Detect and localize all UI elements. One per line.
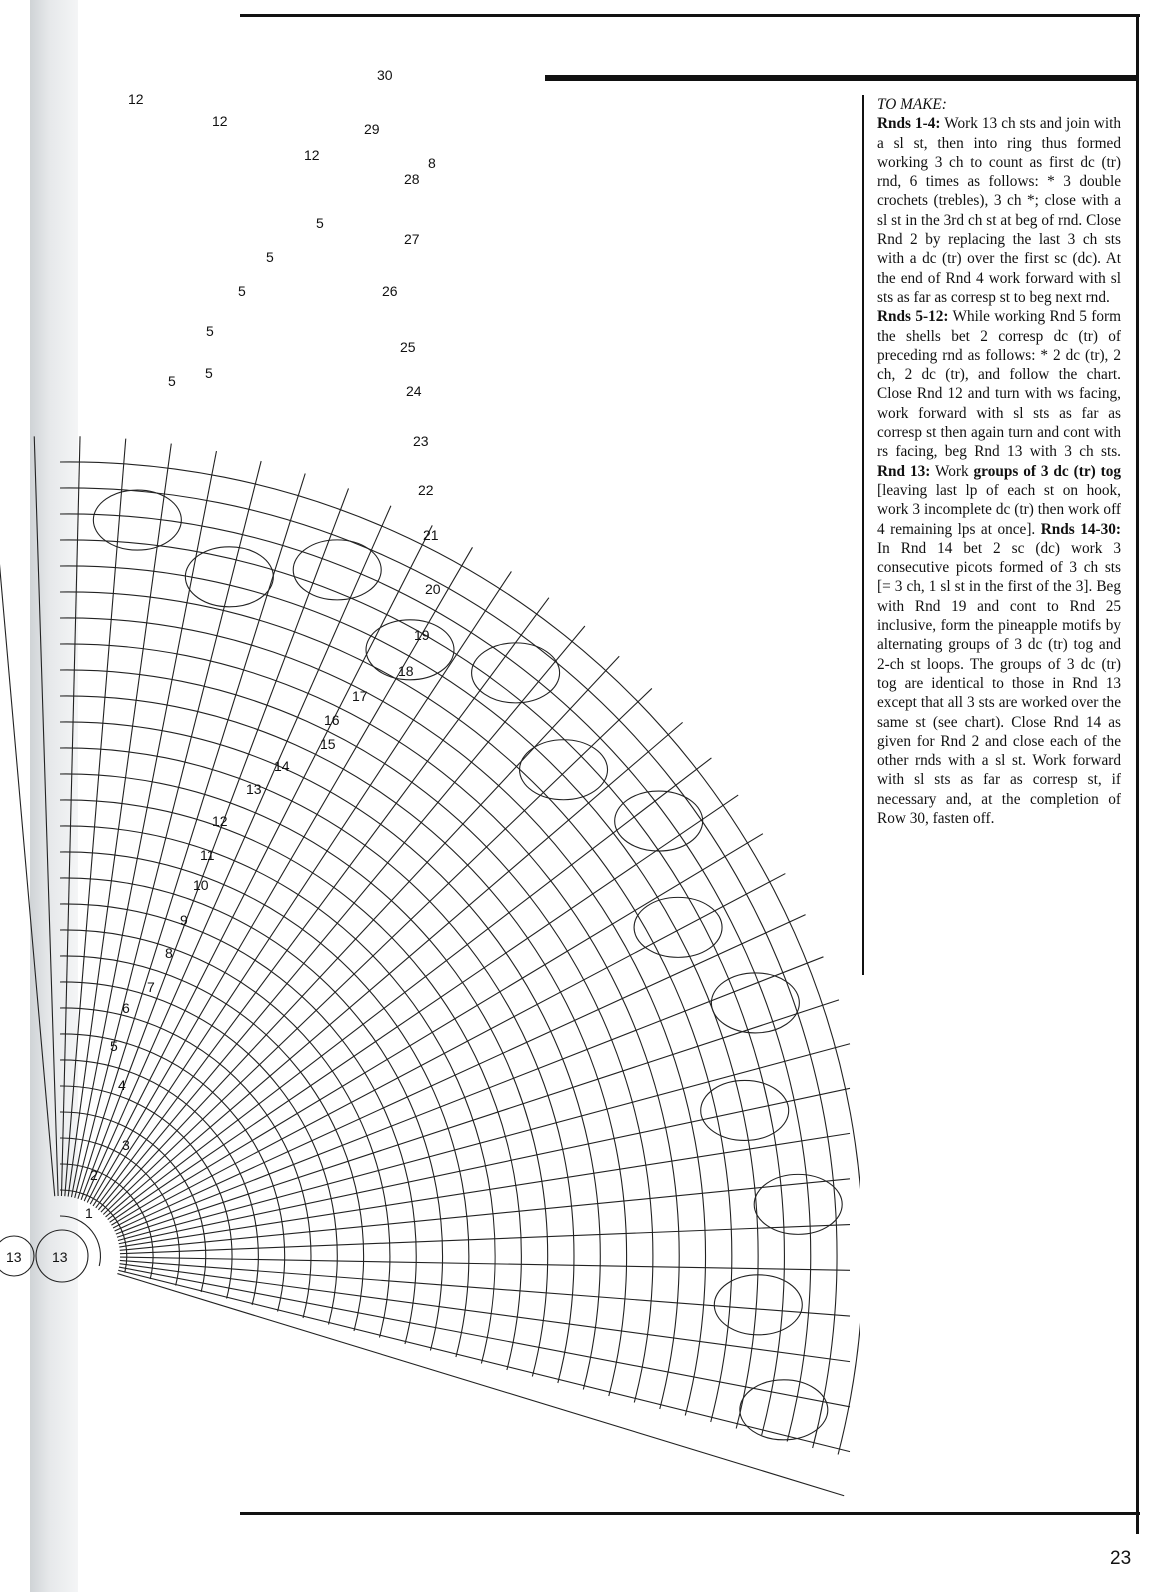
round-number-label: 19 bbox=[414, 627, 430, 643]
stitch-spoke bbox=[71, 451, 216, 1197]
round-arc bbox=[60, 930, 390, 1338]
shell-loop bbox=[185, 547, 273, 607]
round-arc bbox=[60, 696, 627, 1396]
stitch-spoke bbox=[34, 436, 58, 1196]
stitch-spoke bbox=[65, 439, 126, 1197]
round-number-label: 11 bbox=[200, 847, 215, 863]
round-number-label: 5 bbox=[110, 1038, 118, 1054]
bottom-rule bbox=[240, 1512, 1140, 1515]
round-number-label: 20 bbox=[425, 581, 441, 597]
round-number-label: 21 bbox=[423, 527, 439, 543]
round-arc bbox=[60, 592, 732, 1422]
round-number-label: 4 bbox=[118, 1077, 126, 1093]
round-number-label: 9 bbox=[180, 912, 188, 928]
instruction-step-label: groups of 3 dc (tr) tog bbox=[973, 462, 1121, 480]
instruction-text: In Rnd 14 bet 2 sc (dc) work 3 consecutive picots formed of 3 ch sts [= 3 ch, 1 sl st in the first of the 3]. Beg with Rnd 19 and cont to Rnd 25 inclusive, form the pineapple motifs by alternating groups of 3 dc (tr) tog and 2-ch st loops. The groups of 3 dc (tr) tog are identical to those in Rnd 13 except that all 3 sts are worked over the same st (see chart). Close Rnd 14 as given for Rnd 2 and close each of the other rnds with a sl st. Work forward with sl sts as far as corresp st, if necessary and, at the completion of Row 30, fasten off. bbox=[877, 539, 1121, 827]
round-number-label: 5 bbox=[206, 323, 214, 339]
round-number-label: 7 bbox=[147, 979, 155, 995]
round-number-label: 22 bbox=[418, 482, 434, 498]
round-arc bbox=[60, 774, 548, 1377]
stitch-spoke bbox=[98, 626, 584, 1210]
stitch-spoke bbox=[84, 506, 391, 1201]
shell-loop bbox=[615, 791, 703, 851]
stitch-spoke bbox=[96, 598, 549, 1208]
top-rule bbox=[240, 14, 1140, 17]
round-number-label: 1 bbox=[85, 1205, 93, 1221]
stitch-spoke bbox=[108, 758, 712, 1220]
round-arc bbox=[60, 644, 679, 1409]
round-number-label: 5 bbox=[266, 249, 274, 265]
round-number-label: 17 bbox=[352, 688, 368, 704]
round-arc bbox=[60, 852, 469, 1357]
stitch-spoke bbox=[78, 474, 305, 1199]
stitch-spoke bbox=[118, 1270, 850, 1451]
round-number-label: 3 bbox=[122, 1137, 130, 1153]
instruction-text: [leaving last lp of each st on hook, work 3 incomplete dc (tr) then work off 4 remaining lps at once]. bbox=[877, 481, 1121, 538]
instruction-text: Work bbox=[930, 462, 974, 480]
round-arc bbox=[60, 540, 784, 1435]
instruction-paragraph bbox=[877, 307, 1121, 828]
instruction-step-label: Rnds 14-30: bbox=[1035, 520, 1121, 538]
round-number-label: 28 bbox=[404, 171, 420, 187]
round-number-label: 5 bbox=[168, 373, 176, 389]
round-number-label: 24 bbox=[406, 383, 422, 399]
round-number-label: 15 bbox=[320, 736, 336, 752]
instruction-text: Work 13 ch sts and join with a sl st, then into ring thus formed working 3 ch to count as first dc (tr) rnd, 6 times as follows: * 3 double crochets (trebles), 3 ch *; close with a sl st in the 3rd ch st at beg of rnd. Close Rnd 2 by replacing the last 3 ch sts with a dc (tr) over the first sc (dc). At the end of Rnd 4 work forward with sl sts as far as corresp st to beg next rnd. bbox=[877, 115, 1121, 306]
round-number-label: 23 bbox=[413, 433, 429, 449]
round-arc bbox=[60, 670, 653, 1403]
round-arc bbox=[60, 748, 574, 1383]
instructions-column bbox=[877, 95, 1121, 828]
round-number-label: 12 bbox=[212, 113, 228, 129]
instruction-paragraph bbox=[877, 114, 1121, 307]
round-number-label: 16 bbox=[324, 712, 340, 728]
round-number-label: 8 bbox=[165, 945, 173, 961]
stitch-spoke bbox=[120, 1264, 850, 1362]
round-arc bbox=[60, 1008, 311, 1318]
round-number-label: 26 bbox=[382, 283, 398, 299]
instruction-step-label: Rnd 13: bbox=[877, 462, 931, 480]
round-number-label: 2 bbox=[90, 1167, 98, 1183]
round-number-label: 12 bbox=[304, 147, 320, 163]
round-number-label: 5 bbox=[238, 283, 246, 299]
instructions-heading: TO MAKE: bbox=[877, 96, 947, 113]
round-arc bbox=[60, 878, 442, 1351]
shell-loop bbox=[634, 897, 722, 957]
header-bar bbox=[545, 75, 1139, 81]
round-arc bbox=[60, 618, 706, 1416]
round-number-label: 12 bbox=[128, 91, 144, 107]
round-number-label: 6 bbox=[122, 1000, 130, 1016]
round-arc bbox=[60, 488, 837, 1448]
round-number-label: 10 bbox=[193, 877, 209, 893]
instruction-step-label: Rnds 1-4: bbox=[877, 115, 941, 133]
round-arc bbox=[60, 826, 495, 1364]
round-number-label: 13 bbox=[246, 781, 262, 797]
chart-round-labels bbox=[6, 67, 441, 1265]
round-number-label: 5 bbox=[316, 215, 324, 231]
round-number-label: 18 bbox=[398, 663, 414, 679]
round-number-label: 12 bbox=[212, 813, 228, 829]
round-arc bbox=[60, 982, 337, 1325]
stitch-spoke bbox=[75, 461, 261, 1198]
column-divider bbox=[862, 95, 864, 975]
instruction-step-label: Rnds 5-12: bbox=[877, 308, 949, 326]
round-arc bbox=[60, 462, 860, 1455]
shell-loop bbox=[711, 973, 799, 1033]
round-number-label: 5 bbox=[205, 365, 213, 381]
right-rule bbox=[1136, 14, 1139, 1534]
round-number-label: 13 bbox=[52, 1249, 68, 1265]
round-arc bbox=[60, 800, 521, 1370]
round-number-label: 25 bbox=[400, 339, 416, 355]
round-number-label: 29 bbox=[364, 121, 380, 137]
stitch-spoke bbox=[103, 688, 652, 1214]
round-number-label: 27 bbox=[404, 231, 420, 247]
instruction-text: While working Rnd 5 form the shells bet 2 corresp dc (tr) of preceding rnd as follows: * 2 dc (tr), 2 ch, 2 dc (tr), and follow the chart. Close Rnd 12 and turn with ws facing, work forward with sl sts as far as corresp st then again turn and cont with rs facing, beg Rnd 13 with 3 ch sts. bbox=[877, 308, 1121, 461]
stitch-spoke bbox=[81, 488, 348, 1199]
stitch-spoke bbox=[61, 436, 80, 1196]
round-number-label: 13 bbox=[6, 1249, 22, 1265]
round-number-label: 8 bbox=[428, 155, 436, 171]
round-number-label: 14 bbox=[274, 758, 290, 774]
instructions-body bbox=[877, 114, 1121, 828]
page-number: 23 bbox=[1110, 1548, 1132, 1569]
shell-loop bbox=[740, 1380, 828, 1440]
round-number-label: 30 bbox=[377, 67, 393, 83]
shell-loop bbox=[293, 540, 381, 600]
